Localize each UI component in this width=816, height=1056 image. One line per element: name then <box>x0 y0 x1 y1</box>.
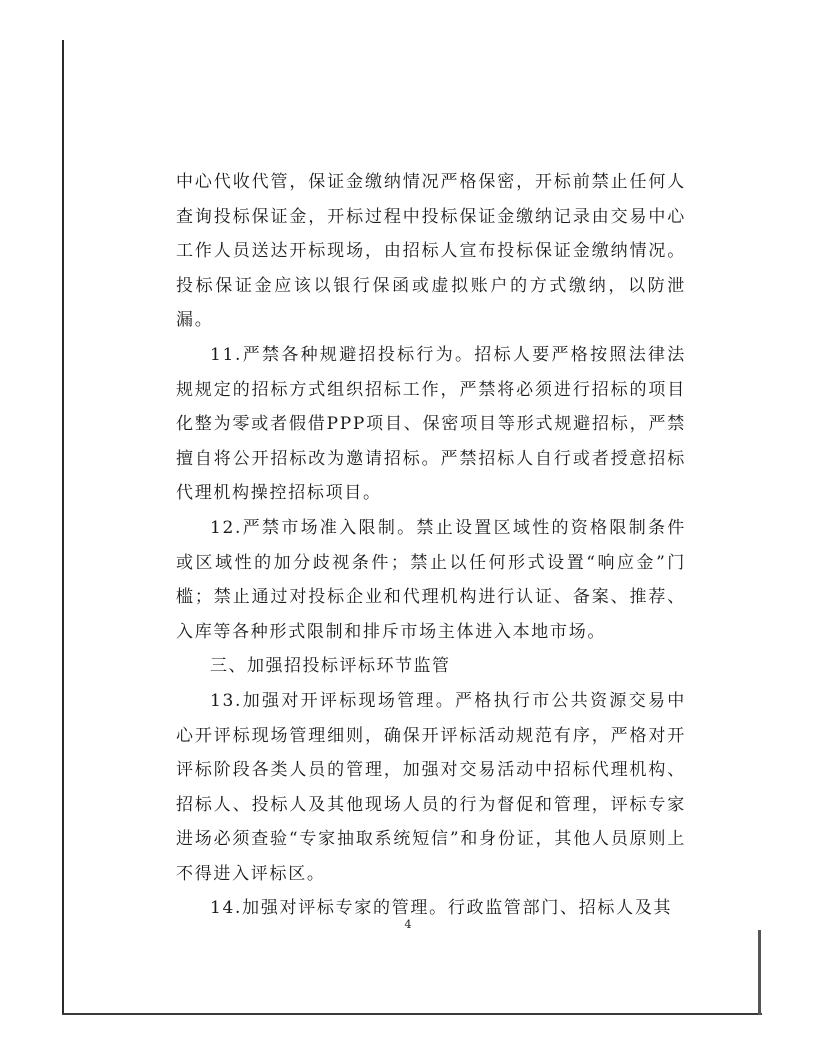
scan-edge-left <box>62 40 64 1015</box>
section-heading: 三、加强招投标评标环节监管 <box>210 656 451 677</box>
paragraph-continuation: 中心代收代管，保证金缴纳情况严格保密，开标前禁止任何人查询投标保证金，开标过程中投标保证金缴纳记录由交易中心工作人员送达开标现场，由招标人宣布投标保证金缴纳情况。投标保证金应该以银行保函或虚拟账户的方式缴纳，以防泄漏。 <box>176 172 686 331</box>
paragraph-item-12: 12.严禁市场准入限制。禁止设置区域性的资格限制条件或区域性的加分歧视条件；禁止以任何形式设置“响应金”门槛；禁止通过对投标企业和代理机构进行认证、备案、推荐、入库等各种形式限制和排斥市场主体进入本地市场。 <box>176 517 686 642</box>
paragraph-item-13: 13.加强对开评标现场管理。严格执行市公共资源交易中心开评标现场管理细则，确保开评标活动规范有序，严格对开评标阶段各类人员的管理，加强对交易活动中招标代理机构、招标人、投标人及其他现场人员的行为督促和管理，评标专家进场必须查验“专家抽取系统短信”和身份证，其他人员原则上不得进入评标区。 <box>176 690 686 884</box>
page-number: 4 <box>404 918 412 931</box>
document-body <box>176 165 686 926</box>
paragraph-item-11: 11.严禁各种规避招投标行为。招标人要严格按照法律法规规定的招标方式组织招标工作，严禁将必须进行招标的项目化整为零或者假借PPP项目、保密项目等形式规避招标，严禁擅自将公开招标改为邀请招标。严禁招标人自行或者授意招标代理机构操控招标项目。 <box>176 344 686 504</box>
scan-edge-bottom <box>62 1013 762 1015</box>
paragraph-item-14: 14.加强对评标专家的管理。行政监管部门、招标人及其 <box>210 898 673 919</box>
scan-edge-right <box>758 930 761 1015</box>
